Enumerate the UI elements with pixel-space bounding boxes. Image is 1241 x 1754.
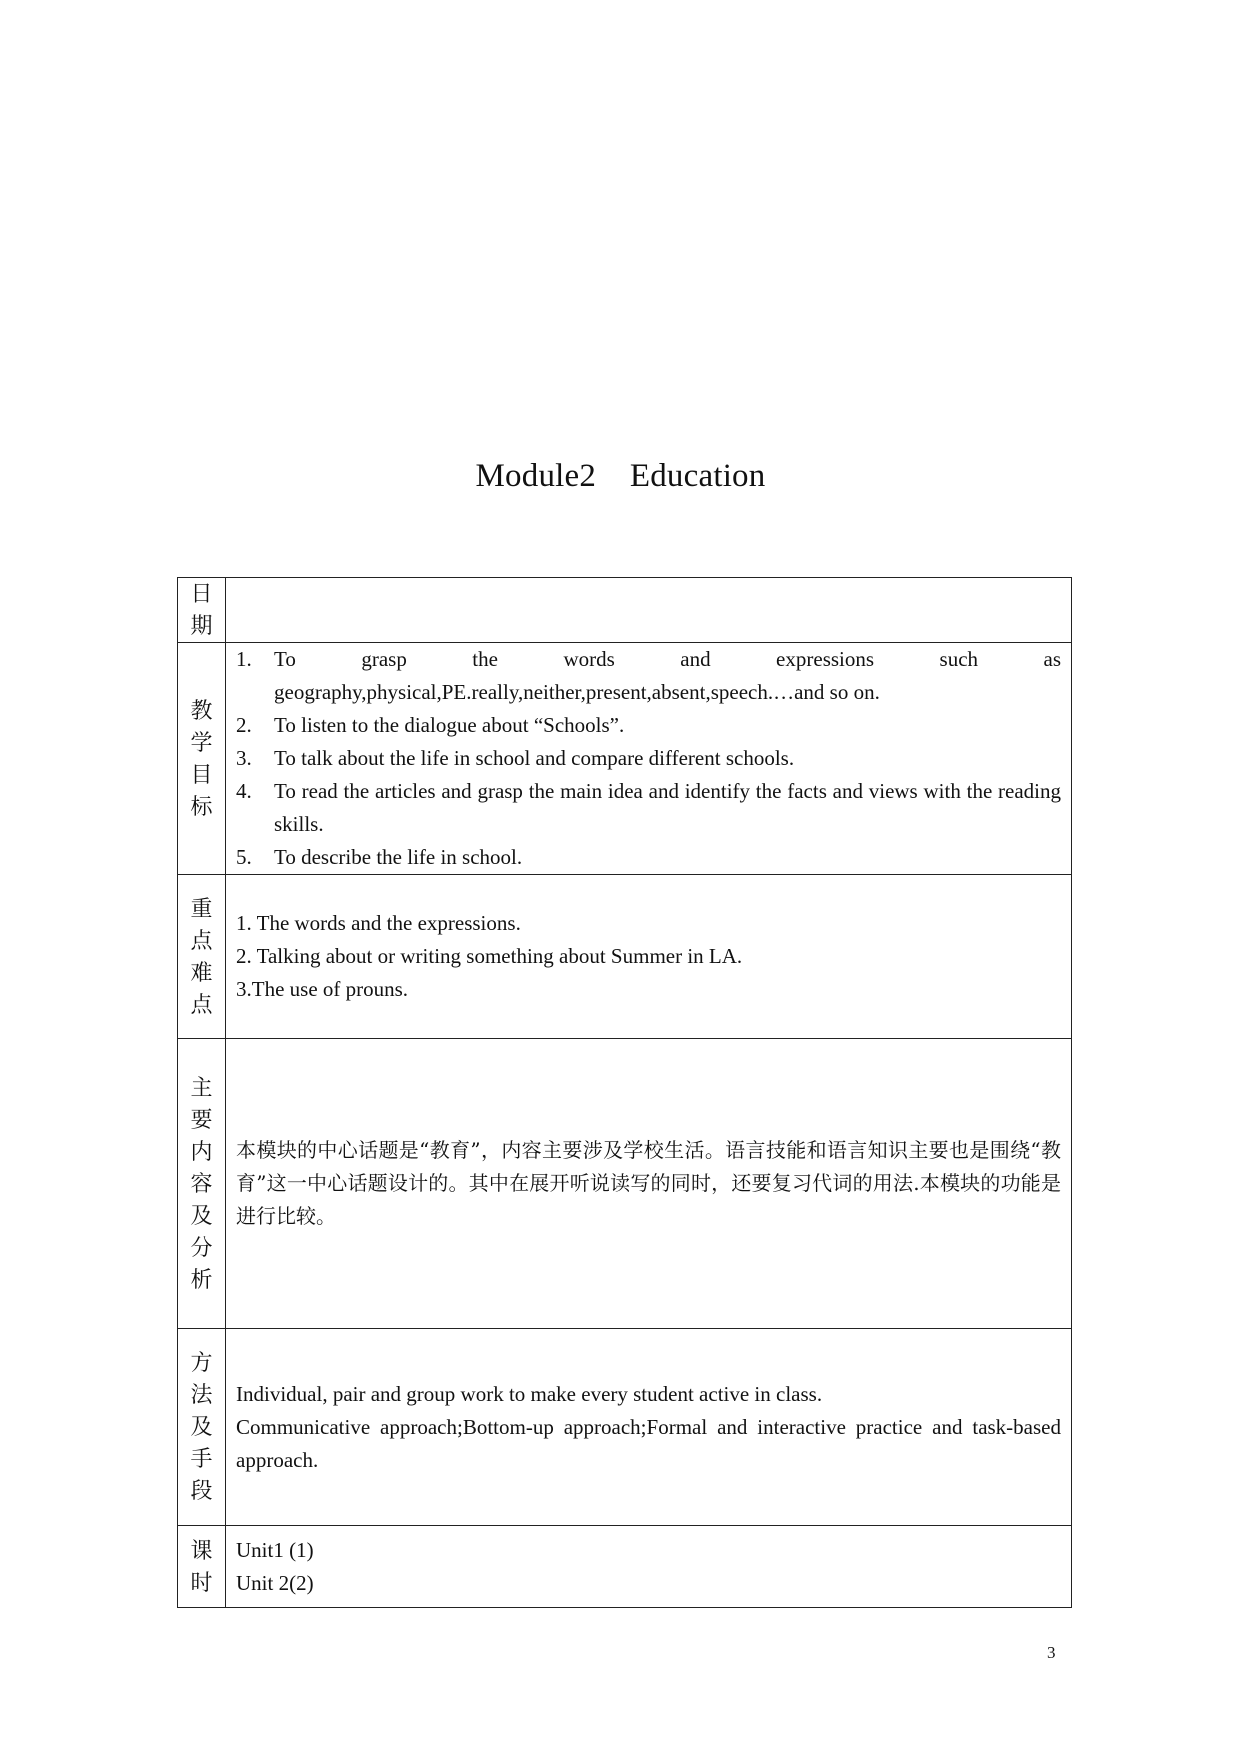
goal-item	[236, 709, 1061, 742]
goal-number: 5.	[236, 845, 252, 869]
goal-item	[236, 841, 1061, 874]
label-char: 析	[190, 1266, 213, 1292]
label-date	[178, 578, 226, 643]
label-teaching-goals	[178, 643, 226, 875]
label-char: 标	[190, 793, 213, 819]
key-point-line: 2. Talking about or writing something about Summer in LA.	[236, 944, 743, 968]
main-content-analysis	[226, 1039, 1072, 1329]
row-methods	[178, 1329, 1072, 1526]
methods-line: Communicative approach;Bottom-up approach;Formal and interactive practice and task-based approach.	[236, 1414, 1061, 1472]
label-char: 要	[190, 1106, 213, 1132]
label-char: 难	[190, 959, 213, 985]
methods-line: Individual, pair and group work to make every student active in class.	[236, 1381, 823, 1406]
label-char: 课	[190, 1537, 213, 1563]
page-title: Module2 Education	[475, 458, 766, 494]
label-char: 点	[190, 991, 213, 1017]
row-date	[178, 578, 1072, 643]
goal-item	[236, 742, 1061, 775]
label-char: 主	[190, 1074, 213, 1100]
goal-number: 1.	[236, 647, 252, 671]
label-char: 及	[190, 1202, 213, 1228]
row-main-content	[178, 1039, 1072, 1329]
row-periods	[178, 1526, 1072, 1608]
key-points-content	[226, 875, 1072, 1039]
goal-text-line: To grasp the words and expressions such as	[274, 647, 1061, 671]
label-char: 容	[190, 1170, 213, 1196]
goal-number: 2.	[236, 713, 252, 737]
label-periods	[178, 1526, 226, 1608]
label-char: 方	[190, 1350, 213, 1375]
goal-text: To read the articles and grasp the main idea and identify the facts and views with the reading skills.	[274, 779, 1061, 836]
goal-text: To talk about the life in school and compare different schools.	[274, 746, 795, 770]
label-char: 分	[190, 1234, 213, 1260]
label-char: 手	[190, 1446, 213, 1471]
period-line: Unit 2(2)	[236, 1570, 314, 1595]
label-main-content	[178, 1039, 226, 1329]
methods-content	[226, 1329, 1072, 1526]
goal-text: To describe the life in school.	[274, 845, 523, 869]
goal-item	[236, 643, 1061, 709]
label-char: 期	[190, 613, 213, 638]
key-point-line: 3.The use of prouns.	[236, 977, 409, 1001]
date-value	[226, 578, 1072, 643]
key-point-line: 1. The words and the expressions.	[236, 911, 521, 935]
goal-number: 4.	[236, 779, 252, 803]
main-content-text: 本模块的中心话题是“教育”，内容主要涉及学校生活。语言技能和语言知识主要也是围绕“教育”这一中心话题设计的。其中在展开听说读写的同时，还要复习代词的用法.本模块的功能是进行比较。	[236, 1138, 1061, 1228]
page-number: 3	[1047, 1643, 1056, 1662]
label-char: 及	[190, 1414, 213, 1439]
label-char: 日	[190, 581, 213, 606]
row-teaching-goals	[178, 643, 1072, 875]
label-char: 教	[190, 697, 213, 723]
goal-text	[274, 643, 1061, 709]
label-char: 段	[190, 1478, 213, 1503]
label-char: 法	[190, 1382, 213, 1407]
period-line: Unit1 (1)	[236, 1537, 314, 1562]
goal-number: 3.	[236, 746, 252, 770]
teaching-goals-content	[226, 643, 1072, 875]
label-char: 目	[190, 761, 213, 787]
label-key-points	[178, 875, 226, 1039]
label-char: 内	[190, 1138, 213, 1164]
periods-content	[226, 1526, 1072, 1608]
row-key-points	[178, 875, 1072, 1039]
lesson-plan-table	[177, 577, 1072, 1608]
label-char: 学	[190, 729, 213, 755]
goal-item	[236, 775, 1061, 841]
label-char: 时	[190, 1569, 213, 1595]
goal-text-line: geography,physical,PE.really,neither,present,absent,speech.…and so on.	[274, 680, 880, 704]
goal-text: To listen to the dialogue about “Schools”.	[274, 713, 625, 737]
label-char: 重	[190, 895, 213, 921]
goal-list	[236, 643, 1061, 874]
label-methods	[178, 1329, 226, 1526]
label-char: 点	[190, 927, 213, 953]
